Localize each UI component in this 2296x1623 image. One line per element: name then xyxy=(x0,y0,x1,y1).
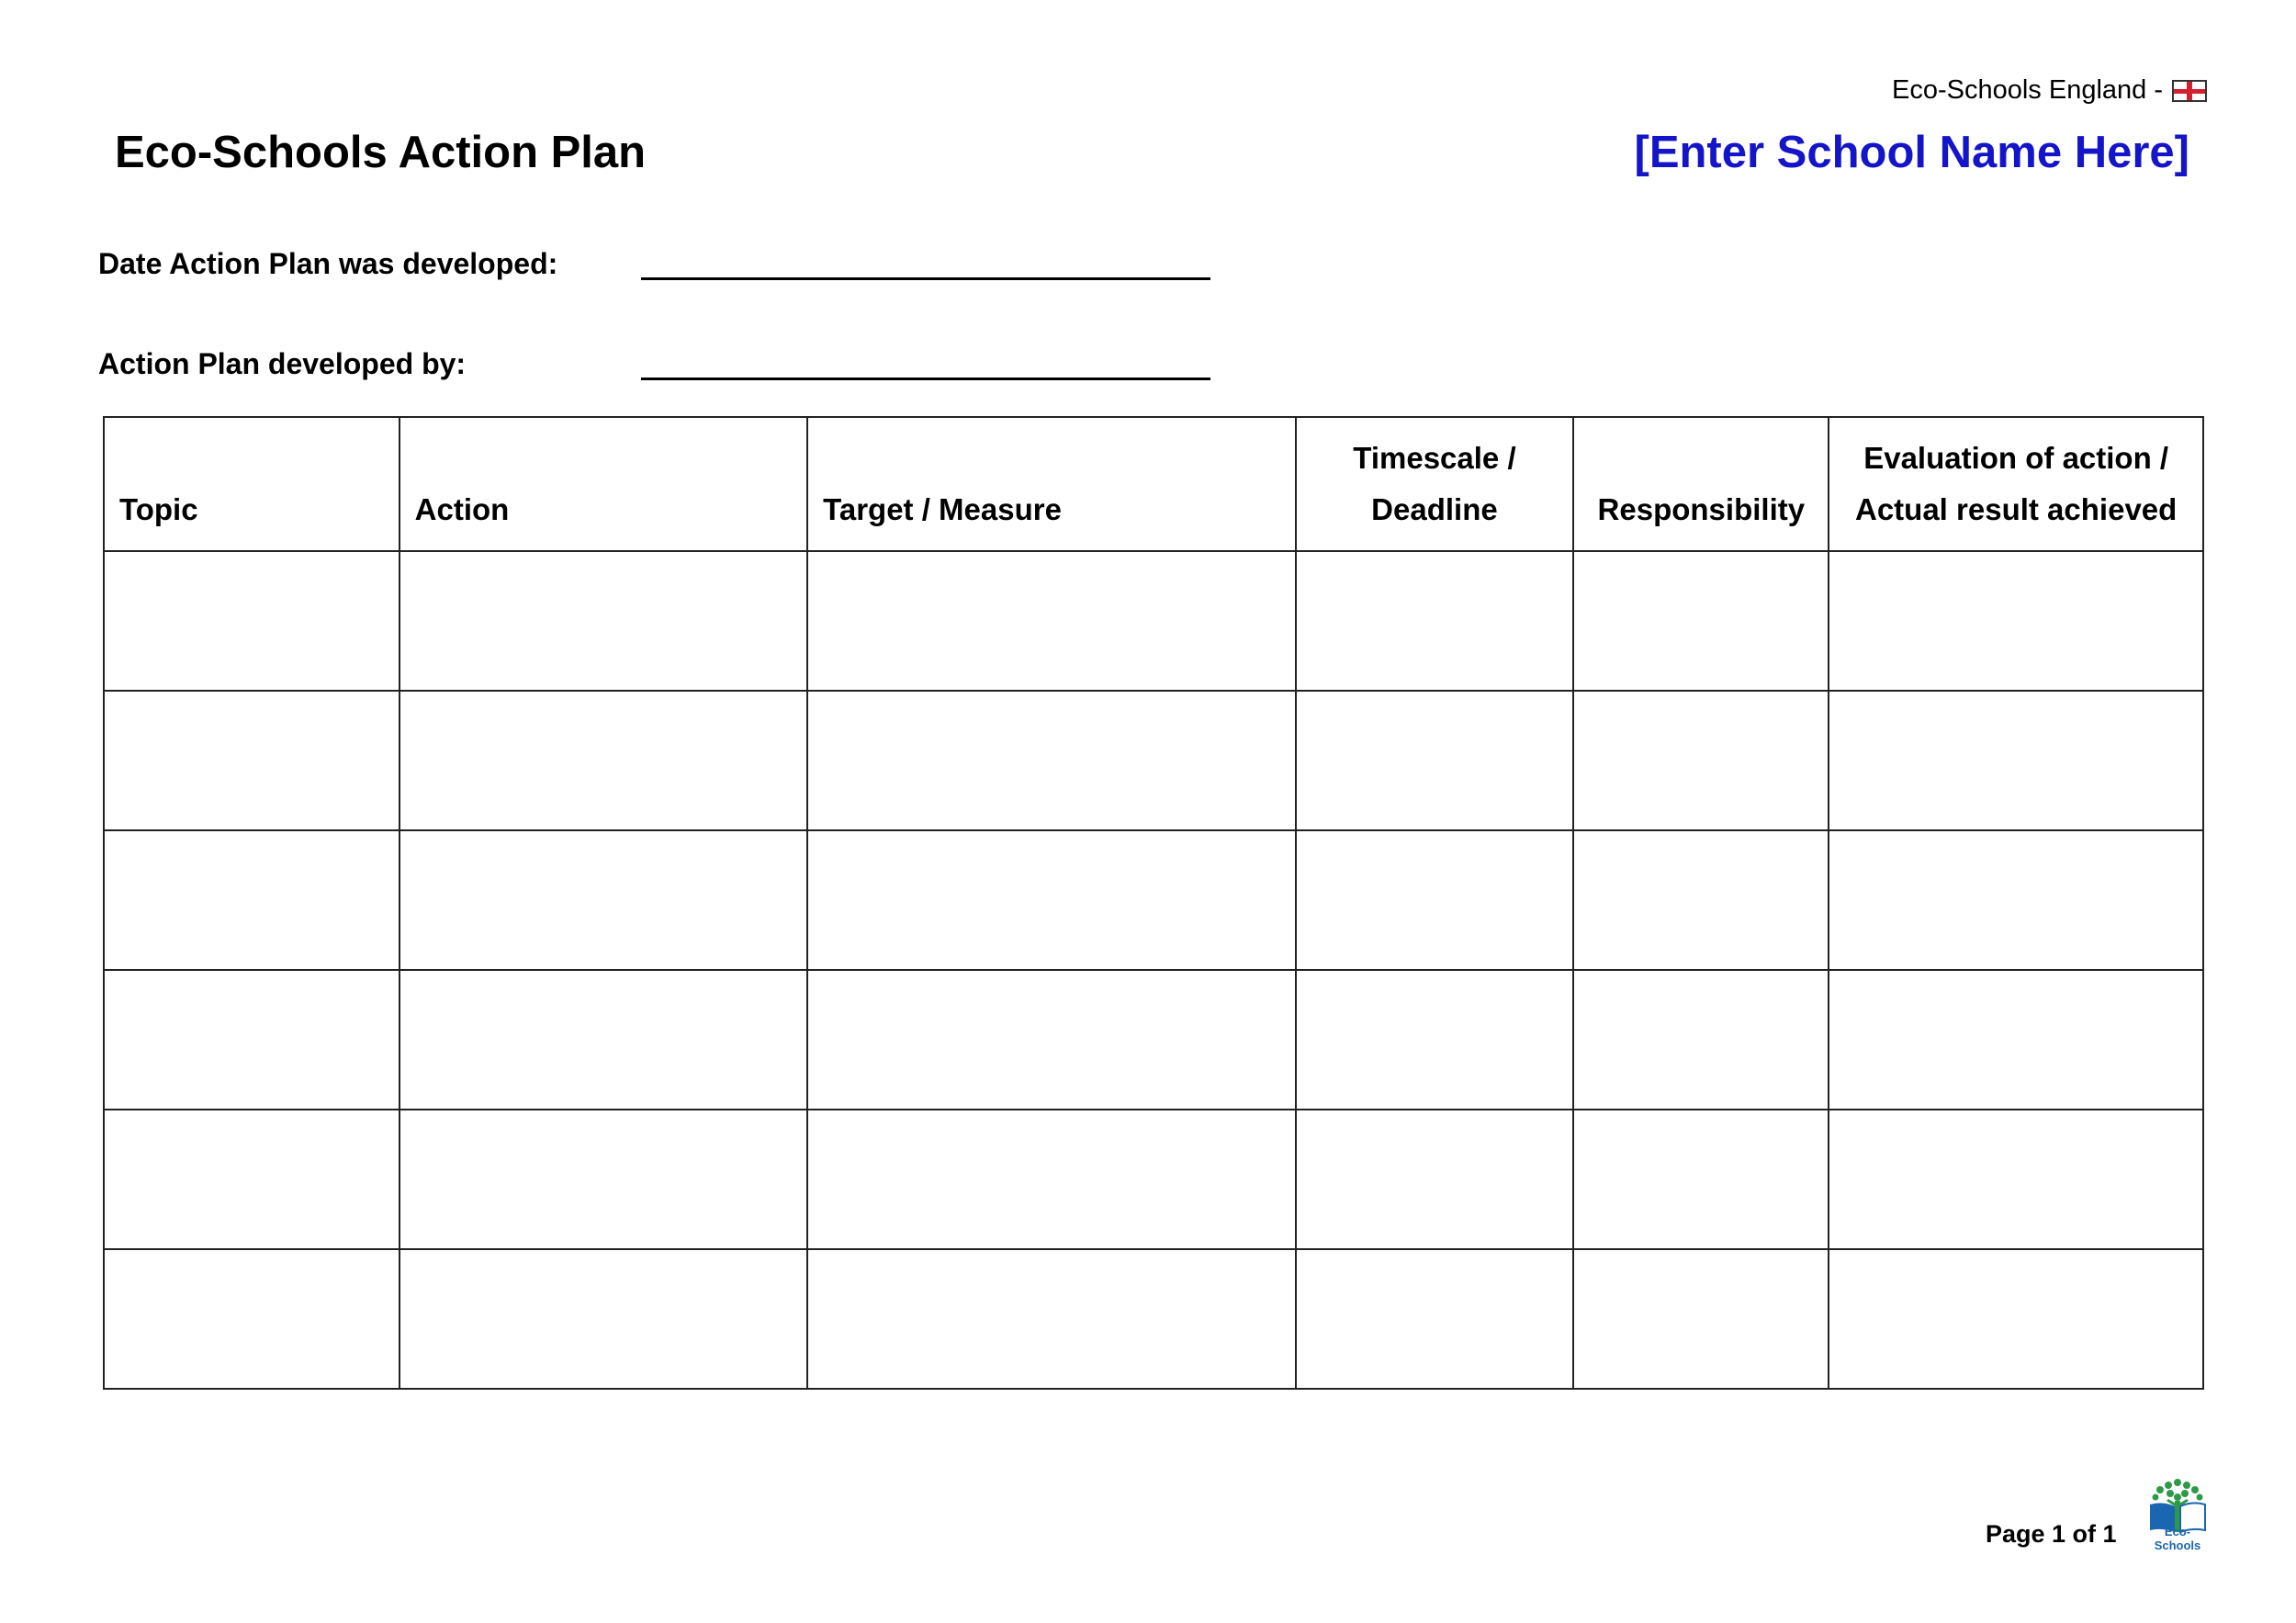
region-text: Eco-Schools England - xyxy=(1892,75,2163,105)
cell-target[interactable] xyxy=(807,1249,1295,1389)
cell-target[interactable] xyxy=(807,970,1295,1110)
cell-topic[interactable] xyxy=(104,1249,400,1389)
cell-target[interactable] xyxy=(807,551,1295,691)
column-header-evaluation: Evaluation of action / Actual result achieved xyxy=(1829,417,2203,551)
cell-topic[interactable] xyxy=(104,1110,400,1249)
column-header-responsibility: Responsibility xyxy=(1573,417,1829,551)
eco-schools-logo-icon xyxy=(2143,1477,2212,1552)
cell-evaluation[interactable] xyxy=(1829,830,2203,970)
cell-action[interactable] xyxy=(400,970,807,1110)
table-row xyxy=(104,1110,2203,1249)
table-header-row xyxy=(104,417,2203,551)
table-row xyxy=(104,970,2203,1110)
column-header-timescale: Timescale / Deadline xyxy=(1296,417,1574,551)
cell-action[interactable] xyxy=(400,1110,807,1249)
table-row xyxy=(104,551,2203,691)
cell-topic[interactable] xyxy=(104,551,400,691)
cell-responsibility[interactable] xyxy=(1573,1110,1829,1249)
page-title: Eco-Schools Action Plan xyxy=(115,128,647,177)
cell-evaluation[interactable] xyxy=(1829,1249,2203,1389)
column-header-topic: Topic xyxy=(104,417,400,551)
date-developed-field[interactable] xyxy=(641,277,1210,280)
cell-evaluation[interactable] xyxy=(1829,1110,2203,1249)
region-label xyxy=(1892,75,2207,106)
cell-responsibility[interactable] xyxy=(1573,1249,1829,1389)
cell-target[interactable] xyxy=(807,1110,1295,1249)
cell-timescale[interactable] xyxy=(1296,970,1574,1110)
cell-target[interactable] xyxy=(807,830,1295,970)
action-plan-table xyxy=(103,416,2204,1390)
page-number: Page 1 of 1 xyxy=(1986,1520,2117,1548)
table-row xyxy=(104,830,2203,970)
cell-action[interactable] xyxy=(400,830,807,970)
cell-timescale[interactable] xyxy=(1296,1249,1574,1389)
cell-target[interactable] xyxy=(807,691,1295,830)
cell-timescale[interactable] xyxy=(1296,691,1574,830)
table-row xyxy=(104,1249,2203,1389)
cell-responsibility[interactable] xyxy=(1573,691,1829,830)
england-flag-icon xyxy=(2172,80,2207,102)
date-developed-label: Date Action Plan was developed: xyxy=(98,247,558,280)
cell-evaluation[interactable] xyxy=(1829,970,2203,1110)
cell-timescale[interactable] xyxy=(1296,830,1574,970)
cell-action[interactable] xyxy=(400,1249,807,1389)
column-header-action: Action xyxy=(400,417,807,551)
cell-responsibility[interactable] xyxy=(1573,551,1829,691)
cell-topic[interactable] xyxy=(104,830,400,970)
school-name-field[interactable]: [Enter School Name Here] xyxy=(1634,128,2189,177)
cell-responsibility[interactable] xyxy=(1573,970,1829,1110)
table-row xyxy=(104,691,2203,830)
cell-evaluation[interactable] xyxy=(1829,691,2203,830)
cell-evaluation[interactable] xyxy=(1829,551,2203,691)
developed-by-label: Action Plan developed by: xyxy=(98,347,467,380)
cell-action[interactable] xyxy=(400,691,807,830)
cell-action[interactable] xyxy=(400,551,807,691)
cell-timescale[interactable] xyxy=(1296,1110,1574,1249)
cell-topic[interactable] xyxy=(104,970,400,1110)
cell-topic[interactable] xyxy=(104,691,400,830)
logo-text: Eco-Schools xyxy=(2154,1525,2201,1552)
cell-timescale[interactable] xyxy=(1296,551,1574,691)
column-header-target: Target / Measure xyxy=(807,417,1295,551)
cell-responsibility[interactable] xyxy=(1573,830,1829,970)
developed-by-field[interactable] xyxy=(641,378,1210,380)
